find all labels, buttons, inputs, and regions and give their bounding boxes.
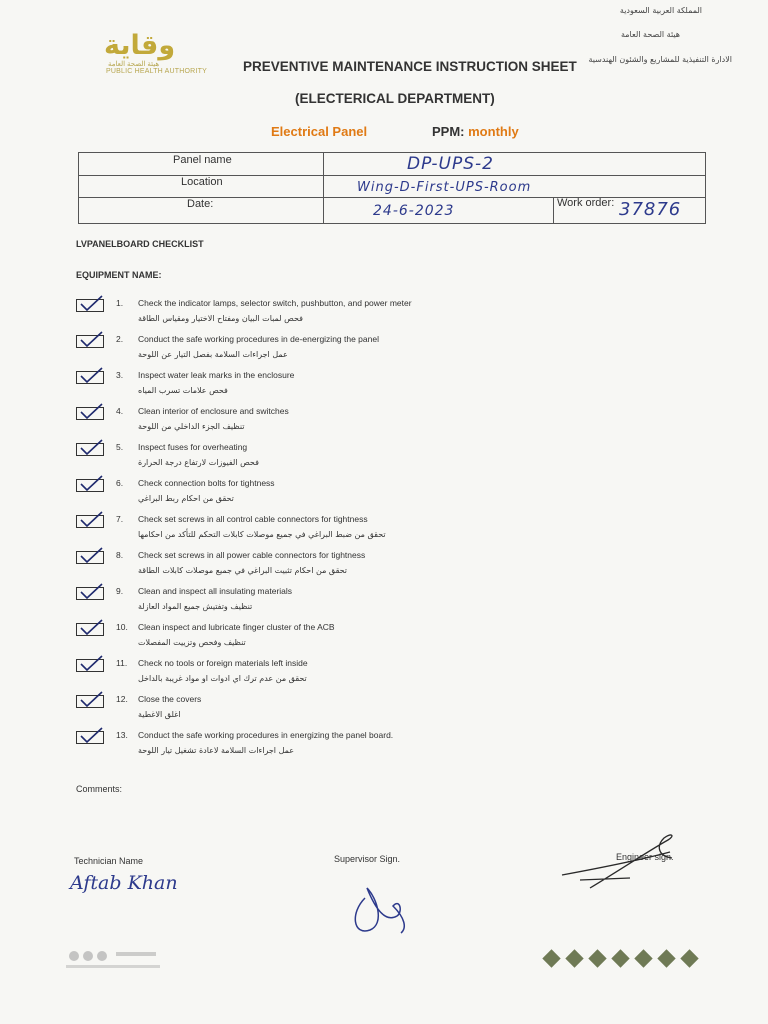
ppm-frequency xyxy=(432,124,519,139)
technician-label: Technician Name xyxy=(74,856,144,866)
work-order-value: 37876 xyxy=(619,199,682,220)
item-text-en: Conduct the safe working procedures in de-energizing the panel xyxy=(138,334,379,344)
checklist-item xyxy=(76,658,716,692)
supervisor-signature-mark xyxy=(345,878,415,940)
checkbox[interactable] xyxy=(76,659,104,672)
checkbox[interactable] xyxy=(76,371,104,384)
item-number: 11. xyxy=(116,658,128,668)
item-number: 13. xyxy=(116,730,128,740)
checkbox[interactable] xyxy=(76,443,104,456)
item-text-en: Check no tools or foreign materials left inside xyxy=(138,658,308,668)
item-number: 5. xyxy=(116,442,124,452)
equipment-name-label: EQUIPMENT NAME: xyxy=(76,270,162,280)
logo: وقاية xyxy=(104,30,176,61)
location-value: Wing-D-First-UPS-Room xyxy=(357,180,532,195)
item-text-ar: عمل اجراءات السلامة لاعادة تشغيل تيار اللوحة xyxy=(138,746,295,755)
checkmark-icon xyxy=(78,582,104,600)
item-text-ar: تحقق من احكام تثبيت البراغي في جميع موصلات كابلات الطاقة xyxy=(138,566,348,575)
checkmark-icon xyxy=(78,474,104,492)
checkbox[interactable] xyxy=(76,479,104,492)
checkbox[interactable] xyxy=(76,587,104,600)
checklist-item xyxy=(76,586,716,620)
checkmark-icon xyxy=(78,726,104,744)
footer-diamond-pattern xyxy=(545,952,706,970)
engineer-signature-mark xyxy=(560,830,680,895)
checkbox[interactable] xyxy=(76,623,104,636)
checkbox[interactable] xyxy=(76,299,104,312)
checkmark-icon xyxy=(78,294,104,312)
checkmark-icon xyxy=(78,690,104,708)
checkbox[interactable] xyxy=(76,407,104,420)
checklist-item xyxy=(76,730,716,764)
checklist-item xyxy=(76,442,716,476)
checkbox[interactable] xyxy=(76,551,104,564)
item-number: 8. xyxy=(116,550,124,560)
item-text-en: Check the indicator lamps, selector switch, pushbutton, and power meter xyxy=(138,298,412,308)
checklist-item xyxy=(76,514,716,548)
date-value: 24-6-2023 xyxy=(373,203,455,219)
checklist-item xyxy=(76,694,716,728)
item-number: 4. xyxy=(116,406,124,416)
checklist-item xyxy=(76,550,716,584)
info-table xyxy=(78,152,706,224)
item-number: 7. xyxy=(116,514,124,524)
item-number: 3. xyxy=(116,370,124,380)
ppm-label: PPM: xyxy=(432,124,465,139)
item-text-ar: فحص علامات تسرب المياه xyxy=(138,386,228,395)
page-subtitle: (ELECTERICAL DEPARTMENT) xyxy=(295,91,495,106)
item-number: 2. xyxy=(116,334,124,344)
checklist-title: LVPANELBOARD CHECKLIST xyxy=(76,239,204,249)
item-text-ar: تنظيف وفحص وتزييت المفصلات xyxy=(138,638,246,647)
gov-line-3: الادارة التنفيذية للمشاريع والشئون الهندسية xyxy=(588,55,732,64)
checklist-item xyxy=(76,478,716,512)
item-text-ar: تحقق من عدم ترك اي ادوات او مواد غريبة بالداخل xyxy=(138,674,307,683)
item-number: 12. xyxy=(116,694,128,704)
item-number: 6. xyxy=(116,478,124,488)
panel-name-value: DP-UPS-2 xyxy=(407,154,494,174)
checklist-item xyxy=(76,622,716,656)
footer-logo-mark xyxy=(66,950,162,972)
checkmark-icon xyxy=(78,618,104,636)
item-text-en: Clean and inspect all insulating materials xyxy=(138,586,293,596)
checkmark-icon xyxy=(78,402,104,420)
item-number: 9. xyxy=(116,586,124,596)
checkmark-icon xyxy=(78,654,104,672)
checkmark-icon xyxy=(78,510,104,528)
supervisor-label: Supervisor Sign. xyxy=(334,854,401,864)
logo-subtitle-en: PUBLIC HEALTH AUTHORITY xyxy=(106,68,207,75)
comments-label: Comments: xyxy=(76,784,123,794)
checkmark-icon xyxy=(78,438,104,456)
item-text-ar: عمل اجراءات السلامة بفصل التيار عن اللوحة xyxy=(138,350,288,359)
checkbox[interactable] xyxy=(76,731,104,744)
item-text-en: Inspect fuses for overheating xyxy=(138,442,248,452)
item-text-en: Check connection bolts for tightness xyxy=(138,478,275,488)
item-text-en: Clean inspect and lubricate finger cluster of the ACB xyxy=(138,622,335,632)
checkbox[interactable] xyxy=(76,515,104,528)
page-title: PREVENTIVE MAINTENANCE INSTRUCTION SHEET xyxy=(243,59,577,74)
item-text-ar: تنظيف وتفتيش جميع المواد العازلة xyxy=(138,602,253,611)
work-order-label: Work order: xyxy=(557,197,615,209)
logo-subtitle-ar: هيئة الصحة العامة xyxy=(108,61,160,68)
checklist-item xyxy=(76,298,716,332)
gov-line-2: هيئة الصحة العامة xyxy=(620,30,680,39)
date-label: Date: xyxy=(187,198,214,210)
item-text-en: Conduct the safe working procedures in energizing the panel board. xyxy=(138,730,394,740)
gov-line-1: المملكة العربية السعودية xyxy=(619,6,702,15)
checklist-item xyxy=(76,370,716,404)
checkmark-icon xyxy=(78,546,104,564)
item-number: 1. xyxy=(116,298,124,308)
checkbox[interactable] xyxy=(76,335,104,348)
item-text-en: Close the covers xyxy=(138,694,202,704)
panel-type: Electrical Panel xyxy=(271,124,368,139)
checkmark-icon xyxy=(78,366,104,384)
item-number: 10. xyxy=(116,622,128,632)
technician-signature: Aftab Khan xyxy=(70,872,178,894)
location-label: Location xyxy=(181,176,223,188)
item-text-ar: تنظيف الجزء الداخلي من اللوحة xyxy=(138,422,245,431)
checklist-item xyxy=(76,406,716,440)
item-text-en: Check set screws in all control cable connectors for tightness xyxy=(138,514,368,524)
checkbox[interactable] xyxy=(76,695,104,708)
engineer-label: Engineer sign. xyxy=(616,852,674,862)
item-text-en: Clean interior of enclosure and switches xyxy=(138,406,289,416)
item-text-ar: تحقق من احكام ربط البراغي xyxy=(138,494,234,503)
ppm-value: monthly xyxy=(468,124,519,139)
item-text-ar: فحص الفيوزات لارتفاع درجة الحرارة xyxy=(138,458,259,467)
item-text-en: Check set screws in all power cable connectors for tightness xyxy=(138,550,366,560)
item-text-ar: تحقق من ضبط البراغي في جميع موصلات كابلات التحكم للتأكد من احكامها xyxy=(138,530,386,539)
item-text-ar: اغلق الاغطية xyxy=(138,710,181,719)
checkmark-icon xyxy=(78,330,104,348)
checklist-item xyxy=(76,334,716,368)
item-text-ar: فحص لمبات البيان ومفتاح الاختيار ومقياس الطاقة xyxy=(138,314,303,323)
item-text-en: Inspect water leak marks in the enclosure xyxy=(138,370,295,380)
panel-name-label: Panel name xyxy=(173,154,232,166)
